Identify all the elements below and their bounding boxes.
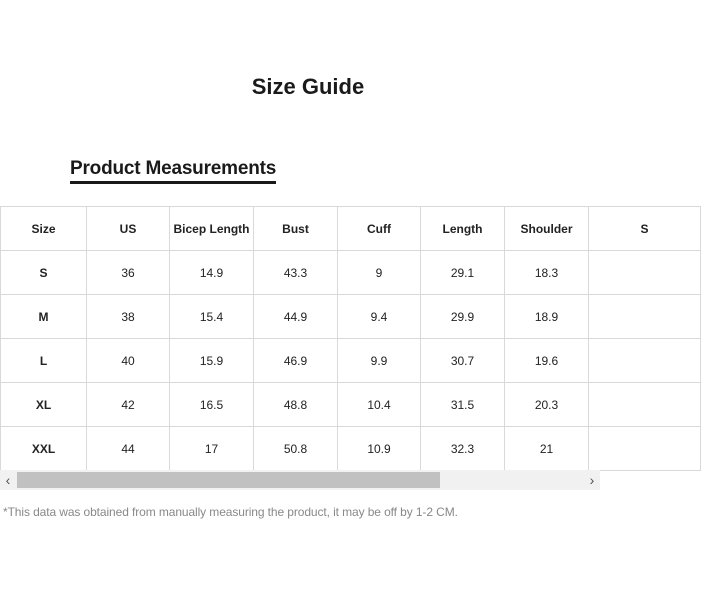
- measurement-cell: [589, 251, 701, 295]
- measurement-cell: 44.9: [254, 295, 338, 339]
- horizontal-scrollbar[interactable]: [0, 470, 600, 490]
- measurement-cell: 36: [87, 251, 170, 295]
- column-header: Size: [1, 207, 87, 251]
- measurement-cell: 30.7: [421, 339, 505, 383]
- measurement-cell: [589, 295, 701, 339]
- measurement-cell: 29.9: [421, 295, 505, 339]
- measurement-cell: 50.8: [254, 427, 338, 471]
- measurement-cell: [589, 383, 701, 427]
- column-header: Shoulder: [505, 207, 589, 251]
- column-header: US: [87, 207, 170, 251]
- column-header: Cuff: [338, 207, 421, 251]
- measurement-cell: 32.3: [421, 427, 505, 471]
- section-title: Product Measurements: [70, 158, 276, 184]
- measurement-cell: 43.3: [254, 251, 338, 295]
- measurement-disclaimer: *This data was obtained from manually measuring the product, it may be off by 1-2 CM.: [3, 505, 458, 519]
- column-header: Length: [421, 207, 505, 251]
- scrollbar-thumb[interactable]: [17, 472, 440, 488]
- measurement-cell: 31.5: [421, 383, 505, 427]
- table-row: [1, 427, 701, 471]
- size-label-cell: XXL: [1, 427, 87, 471]
- size-table-container: [0, 206, 649, 495]
- measurement-cell: [589, 339, 701, 383]
- page-title: Size Guide: [251, 74, 365, 99]
- measurement-cell: 29.1: [421, 251, 505, 295]
- column-header: Bicep Length: [170, 207, 254, 251]
- measurement-cell: 14.9: [170, 251, 254, 295]
- measurement-cell: 21: [505, 427, 589, 471]
- measurement-cell: 38: [87, 295, 170, 339]
- table-row: [1, 383, 701, 427]
- measurement-cell: 9.4: [338, 295, 421, 339]
- measurement-cell: 42: [87, 383, 170, 427]
- measurement-cell: 48.8: [254, 383, 338, 427]
- measurement-cell: 9.9: [338, 339, 421, 383]
- measurement-cell: 40: [87, 339, 170, 383]
- measurement-cell: 10.9: [338, 427, 421, 471]
- size-label-cell: XL: [1, 383, 87, 427]
- table-row: [1, 251, 701, 295]
- measurement-cell: [589, 427, 701, 471]
- measurement-cell: 46.9: [254, 339, 338, 383]
- measurement-cell: 18.9: [505, 295, 589, 339]
- size-label-cell: S: [1, 251, 87, 295]
- scroll-left-arrow-icon[interactable]: ‹: [5, 472, 11, 488]
- measurement-cell: 10.4: [338, 383, 421, 427]
- size-label-cell: M: [1, 295, 87, 339]
- table-header-row: [1, 207, 701, 251]
- measurement-cell: 16.5: [170, 383, 254, 427]
- column-header: Bust: [254, 207, 338, 251]
- scroll-right-arrow-icon[interactable]: ›: [589, 472, 595, 488]
- table-row: [1, 339, 701, 383]
- measurement-cell: 20.3: [505, 383, 589, 427]
- table-row: [1, 295, 701, 339]
- size-label-cell: L: [1, 339, 87, 383]
- measurement-cell: 9: [338, 251, 421, 295]
- measurement-cell: 18.3: [505, 251, 589, 295]
- measurement-cell: 44: [87, 427, 170, 471]
- measurement-cell: 17: [170, 427, 254, 471]
- column-header: S: [589, 207, 701, 251]
- measurement-cell: 15.9: [170, 339, 254, 383]
- measurement-cell: 19.6: [505, 339, 589, 383]
- size-table: [0, 206, 701, 471]
- measurement-cell: 15.4: [170, 295, 254, 339]
